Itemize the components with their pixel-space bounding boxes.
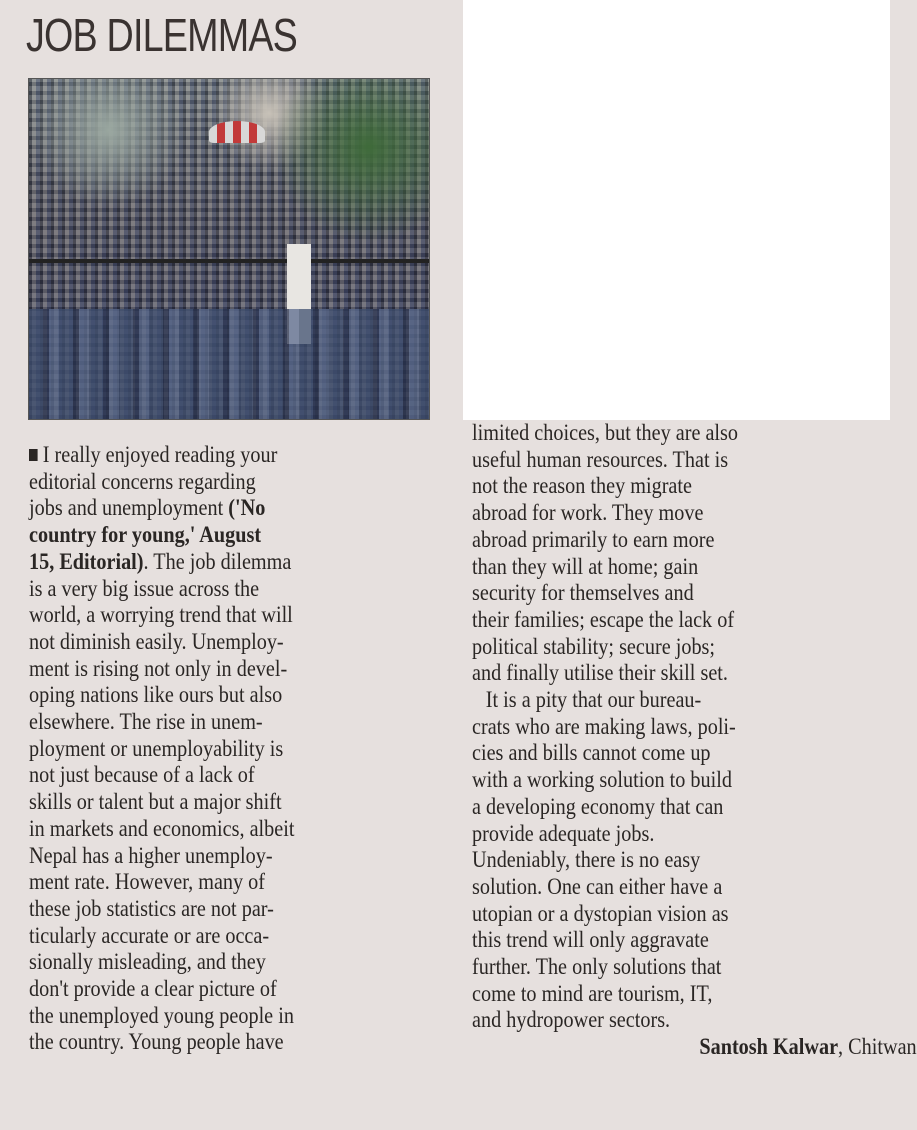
- text-line: don't provide a clear picture of: [29, 976, 277, 1003]
- text-line: sionally misleading, and they: [29, 949, 266, 976]
- text-line: country for young,' August: [29, 522, 262, 549]
- text-line: and finally utilise their skill set.: [472, 660, 728, 687]
- text-line: come to mind are tourism, IT,: [472, 980, 713, 1007]
- text-line: with a working solution to build: [472, 767, 732, 794]
- text-line: It is a pity that our bureau-: [485, 687, 702, 714]
- text-line: crats who are making laws, poli-: [472, 713, 736, 740]
- text-line: the unemployed young people in: [29, 1002, 294, 1029]
- text-line: is a very big issue across the: [29, 575, 260, 602]
- text-line: a developing economy that can: [472, 793, 724, 820]
- text-line: world, a worrying trend that will: [29, 602, 293, 629]
- text-line: not the reason they migrate: [472, 473, 692, 500]
- text-line: and hydropower sectors.: [472, 1007, 671, 1034]
- letter-column-left: [29, 442, 338, 1056]
- text-line: editorial concerns regarding: [29, 468, 256, 495]
- umbrella: [209, 121, 265, 143]
- author-location: , Chitwan: [838, 1034, 917, 1061]
- text-line: the country. Young people have: [29, 1029, 284, 1056]
- text-line: ticularly accurate or are occa-: [29, 922, 270, 949]
- text-line: in markets and economics, albeit: [29, 815, 295, 842]
- text-line: not diminish easily. Unemploy-: [29, 628, 284, 655]
- text-line: Nepal has a higher unemploy-: [29, 842, 273, 869]
- text-line: cies and bills cannot come up: [472, 740, 711, 767]
- bullet-icon: [29, 449, 38, 461]
- text-line: ment rate. However, many of: [29, 869, 266, 896]
- text-line: I really enjoyed reading your: [29, 442, 294, 469]
- text-line: ployment or unemployability is: [29, 735, 284, 762]
- headline: JOB DILEMMAS: [26, 9, 298, 61]
- crowd-photo: [28, 78, 430, 420]
- text-line: this trend will only aggravate: [472, 927, 709, 954]
- police-line: [29, 309, 429, 419]
- text-line: 15, Editorial). The job dilemma: [29, 548, 292, 575]
- blank-area: [463, 0, 890, 420]
- text-line: security for themselves and: [472, 580, 694, 607]
- text-line: these job statistics are not par-: [29, 895, 274, 922]
- text-line: skills or talent but a major shift: [29, 789, 282, 816]
- text-line: provide adequate jobs.: [472, 820, 655, 847]
- text-line: useful human resources. That is: [472, 446, 729, 473]
- gate-bar: [29, 259, 429, 263]
- text-line: oping nations like ours but also: [29, 682, 283, 709]
- text-line: jobs and unemployment ('No: [29, 495, 266, 522]
- text-line: ment is rising not only in devel-: [29, 655, 288, 682]
- text-line: not just because of a lack of: [29, 762, 255, 789]
- text-line: abroad for work. They move: [472, 500, 704, 527]
- text-line: political stability; secure jobs;: [472, 633, 716, 660]
- text-line: limited choices, but they are also: [472, 420, 739, 446]
- text-line: than they will at home; gain: [472, 553, 699, 580]
- signature: [472, 1034, 917, 1061]
- text-line: utopian or a dystopian vision as: [472, 900, 729, 927]
- text-line: abroad primarily to earn more: [472, 526, 715, 553]
- letter-column-right: [472, 420, 917, 1061]
- text-line: their families; escape the lack of: [472, 606, 735, 633]
- text-line: elsewhere. The rise in unem-: [29, 709, 263, 736]
- text-line: further. The only solutions that: [472, 954, 722, 981]
- author-name: Santosh Kalwar: [699, 1034, 839, 1061]
- text-line: Undeniably, there is no easy: [472, 847, 701, 874]
- text-line: solution. One can either have a: [472, 873, 723, 900]
